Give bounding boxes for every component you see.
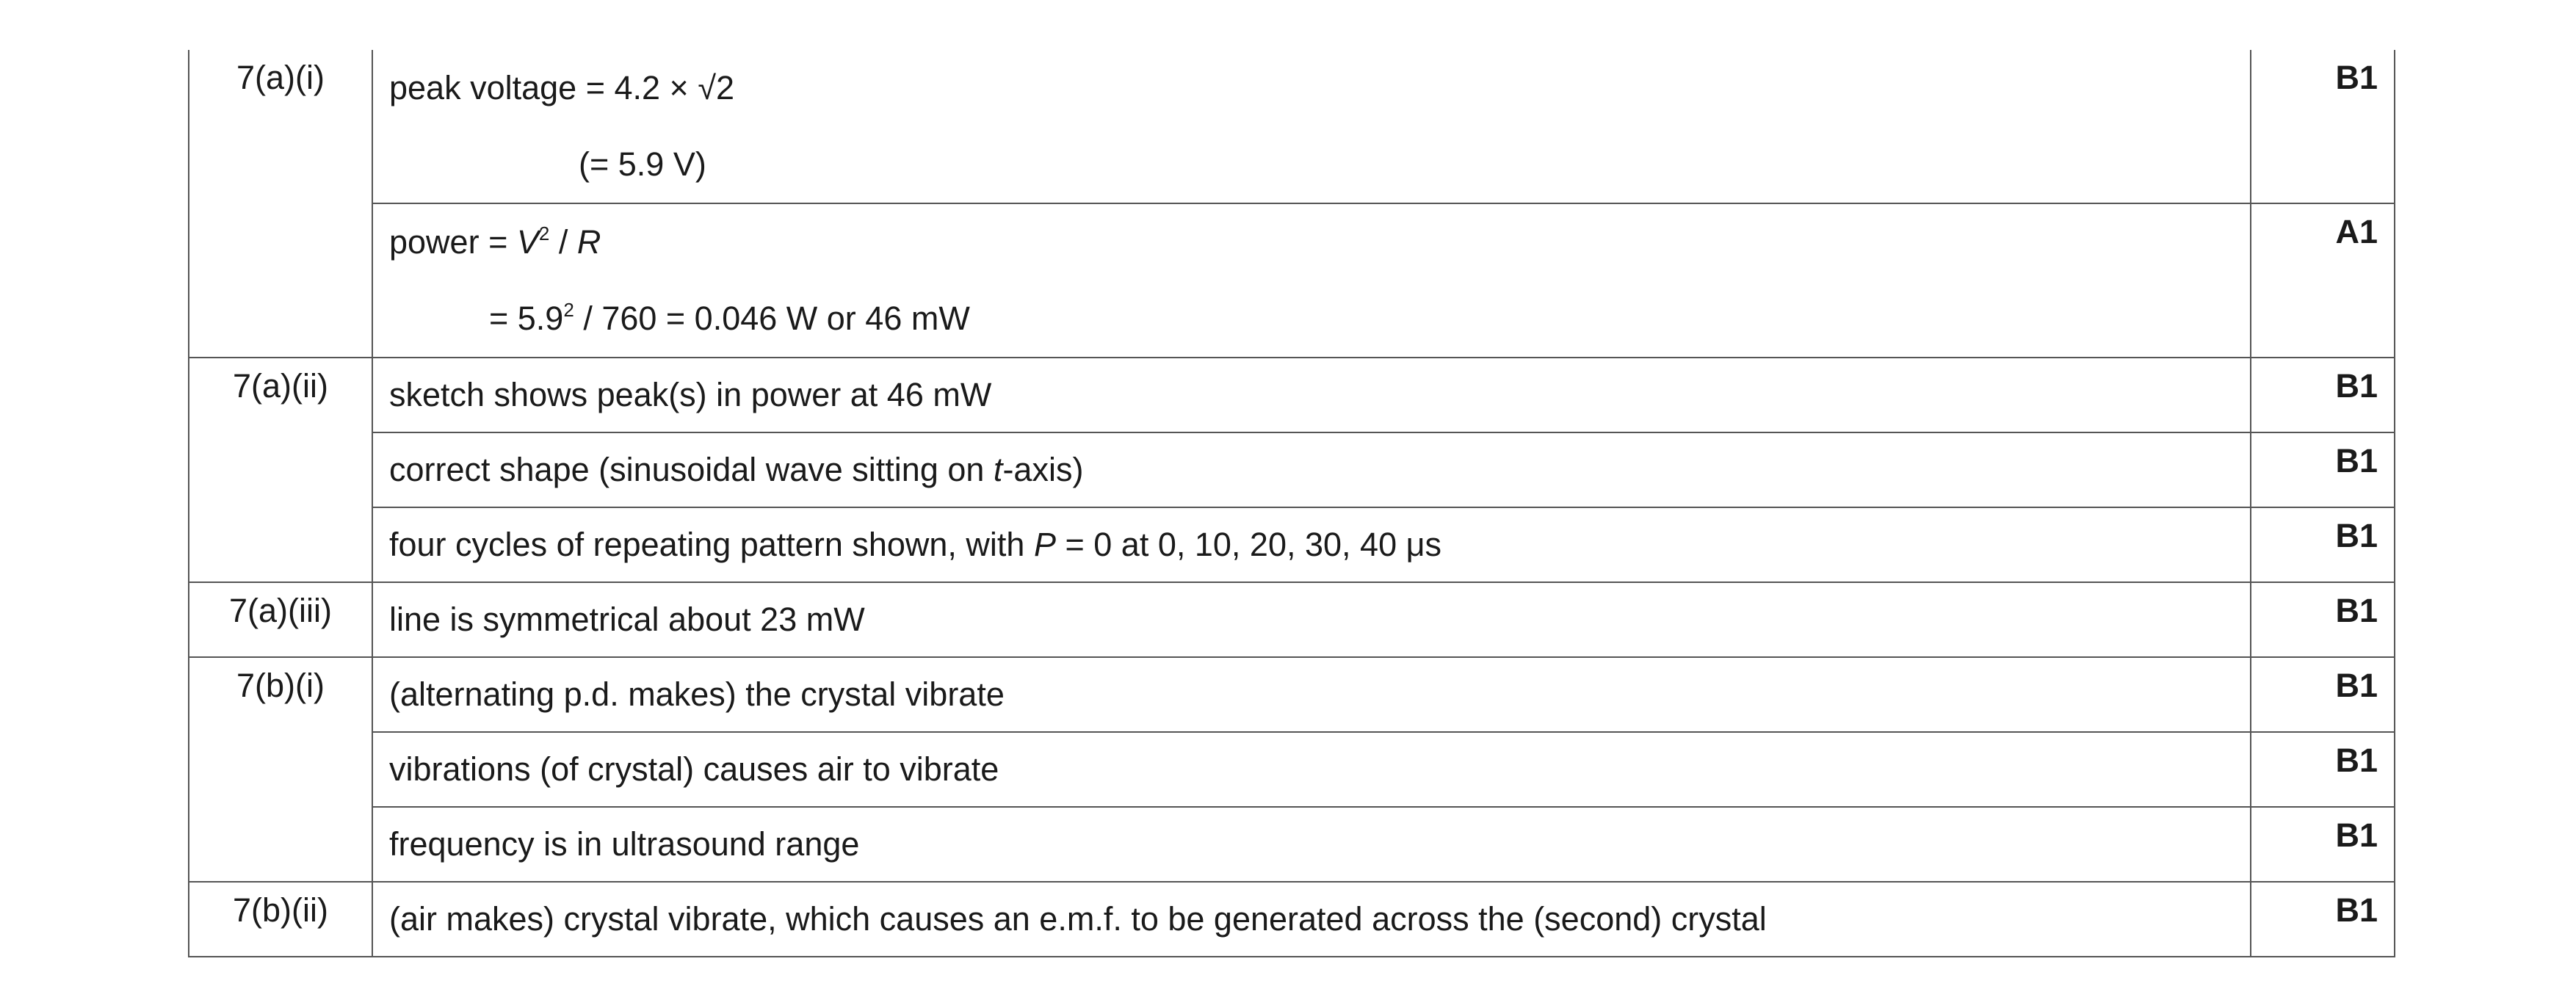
answer-cell: correct shape (sinusoidal wave sitting on t-axis) [372,432,2251,507]
question-number: 7(b)(ii) [189,882,372,957]
answer-cell: line is symmetrical about 23 mW [372,582,2251,657]
mark-cell: B1 [2251,507,2395,582]
answer-cell: (air makes) crystal vibrate, which causes an e.m.f. to be generated across the (second) crystal [372,882,2251,957]
mark-cell: A1 [2251,203,2395,358]
table-row [189,507,2395,582]
answer-cell: sketch shows peak(s) in power at 46 mW [372,358,2251,432]
answer-cell: (alternating p.d. makes) the crystal vibrate [372,657,2251,732]
table-row [189,807,2395,882]
answer-cell: frequency is in ultrasound range [372,807,2251,882]
table-row [189,732,2395,807]
table-row [189,882,2395,957]
answer-cell: vibrations (of crystal) causes air to vibrate [372,732,2251,807]
table-row [189,432,2395,507]
mark-cell: B1 [2251,732,2395,807]
answer-line: = $5.9^2 / 760 = 0.046$ W or 46 mW [489,299,970,337]
answer-cell [372,203,2251,358]
question-number: 7(a)(ii) [189,358,372,582]
answer-line: peak voltage = 4.2 × √2 [389,69,735,106]
mark-cell: B1 [2251,807,2395,882]
question-number: 7(a)(iii) [189,582,372,657]
table-row [189,50,2395,203]
mark-cell: B1 [2251,657,2395,732]
table-row [189,203,2395,358]
mark-cell: B1 [2251,882,2395,957]
mark-scheme-table [188,50,2395,957]
mark-cell: B1 [2251,358,2395,432]
mark-cell: B1 [2251,582,2395,657]
table-row [189,358,2395,432]
table-row [189,657,2395,732]
mark-cell: B1 [2251,432,2395,507]
question-number: 7(b)(i) [189,657,372,882]
answer-line: power = $V^2$ / R [389,222,601,261]
answer-line: (= 5.9 V) [579,145,706,183]
table-row [189,582,2395,657]
answer-cell [372,50,2251,203]
question-number: 7(a)(i) [189,50,372,358]
mark-cell: B1 [2251,50,2395,203]
answer-cell: four cycles of repeating pattern shown, with P = 0 at 0, 10, 20, 30, 40 μs [372,507,2251,582]
